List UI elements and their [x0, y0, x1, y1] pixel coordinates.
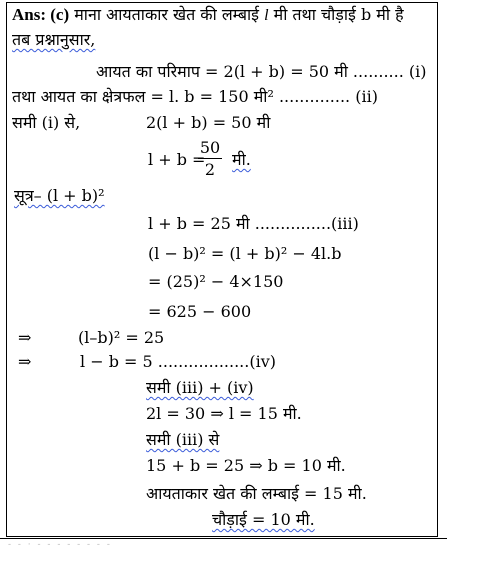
fraction-numerator: 50: [199, 138, 221, 157]
formula-line: सूत्र– (l + b)²: [14, 186, 105, 205]
sum-line-left: l + b =: [148, 150, 206, 169]
eq1-line: 2(l + b) = 50 मी: [146, 113, 271, 132]
cropped-text-fragment: - - · - - - - - - - -: [8, 540, 112, 550]
area-line: तथा आयत का क्षेत्रफल = l. b = 150 मी² .............. (ii): [12, 87, 378, 106]
eq4-line: l − b = 5 ..................(iv): [80, 352, 276, 371]
length-answer-line: आयताकार खेत की लम्बाई = 15 मी.: [146, 484, 367, 503]
fraction: [198, 138, 222, 179]
identity-line: (l − b)² = (l + b)² − 4l.b: [148, 244, 342, 263]
eq3-line: l + b = 25 मी ...............(iii): [148, 214, 359, 233]
line1-text-2: मी तथा चौड़ाई b मी है: [268, 5, 404, 24]
perimeter-line: आयत का परिमाप = 2(l + b) = 50 मी .......... (i): [96, 62, 427, 81]
line1-text: माना आयताकार खेत की लम्बाई: [69, 5, 265, 24]
substitute-line: समी (iii) से: [146, 430, 220, 449]
implies-2: ⇒: [18, 352, 32, 371]
length-result-line: 2l = 30 ⇒ l = 15 मी.: [146, 404, 302, 423]
line1-variable: l: [264, 7, 269, 24]
answer-line-1: [12, 5, 404, 26]
sum-line-unit: मी.: [232, 150, 251, 169]
bottom-rule: [0, 538, 447, 539]
answer-label: Ans: (c): [12, 5, 70, 24]
square-line: (l–b)² = 25: [78, 328, 165, 347]
answer-line-2: तब प्रश्नानुसार,: [12, 30, 96, 49]
breadth-answer-line: चौड़ाई = 10 मी.: [212, 510, 315, 529]
substitution-line: = (25)² − 4×150: [148, 272, 284, 291]
add-equations-line: समी (iii) + (iv): [146, 378, 254, 397]
breadth-result-line: 15 + b = 25 ⇒ b = 10 मी.: [146, 456, 346, 475]
eq1-label: समी (i) से,: [12, 113, 81, 132]
difference-line: = 625 − 600: [148, 302, 252, 321]
fraction-denominator: 2: [204, 160, 216, 179]
implies-1: ⇒: [18, 328, 32, 347]
fraction-bar: [198, 158, 222, 159]
